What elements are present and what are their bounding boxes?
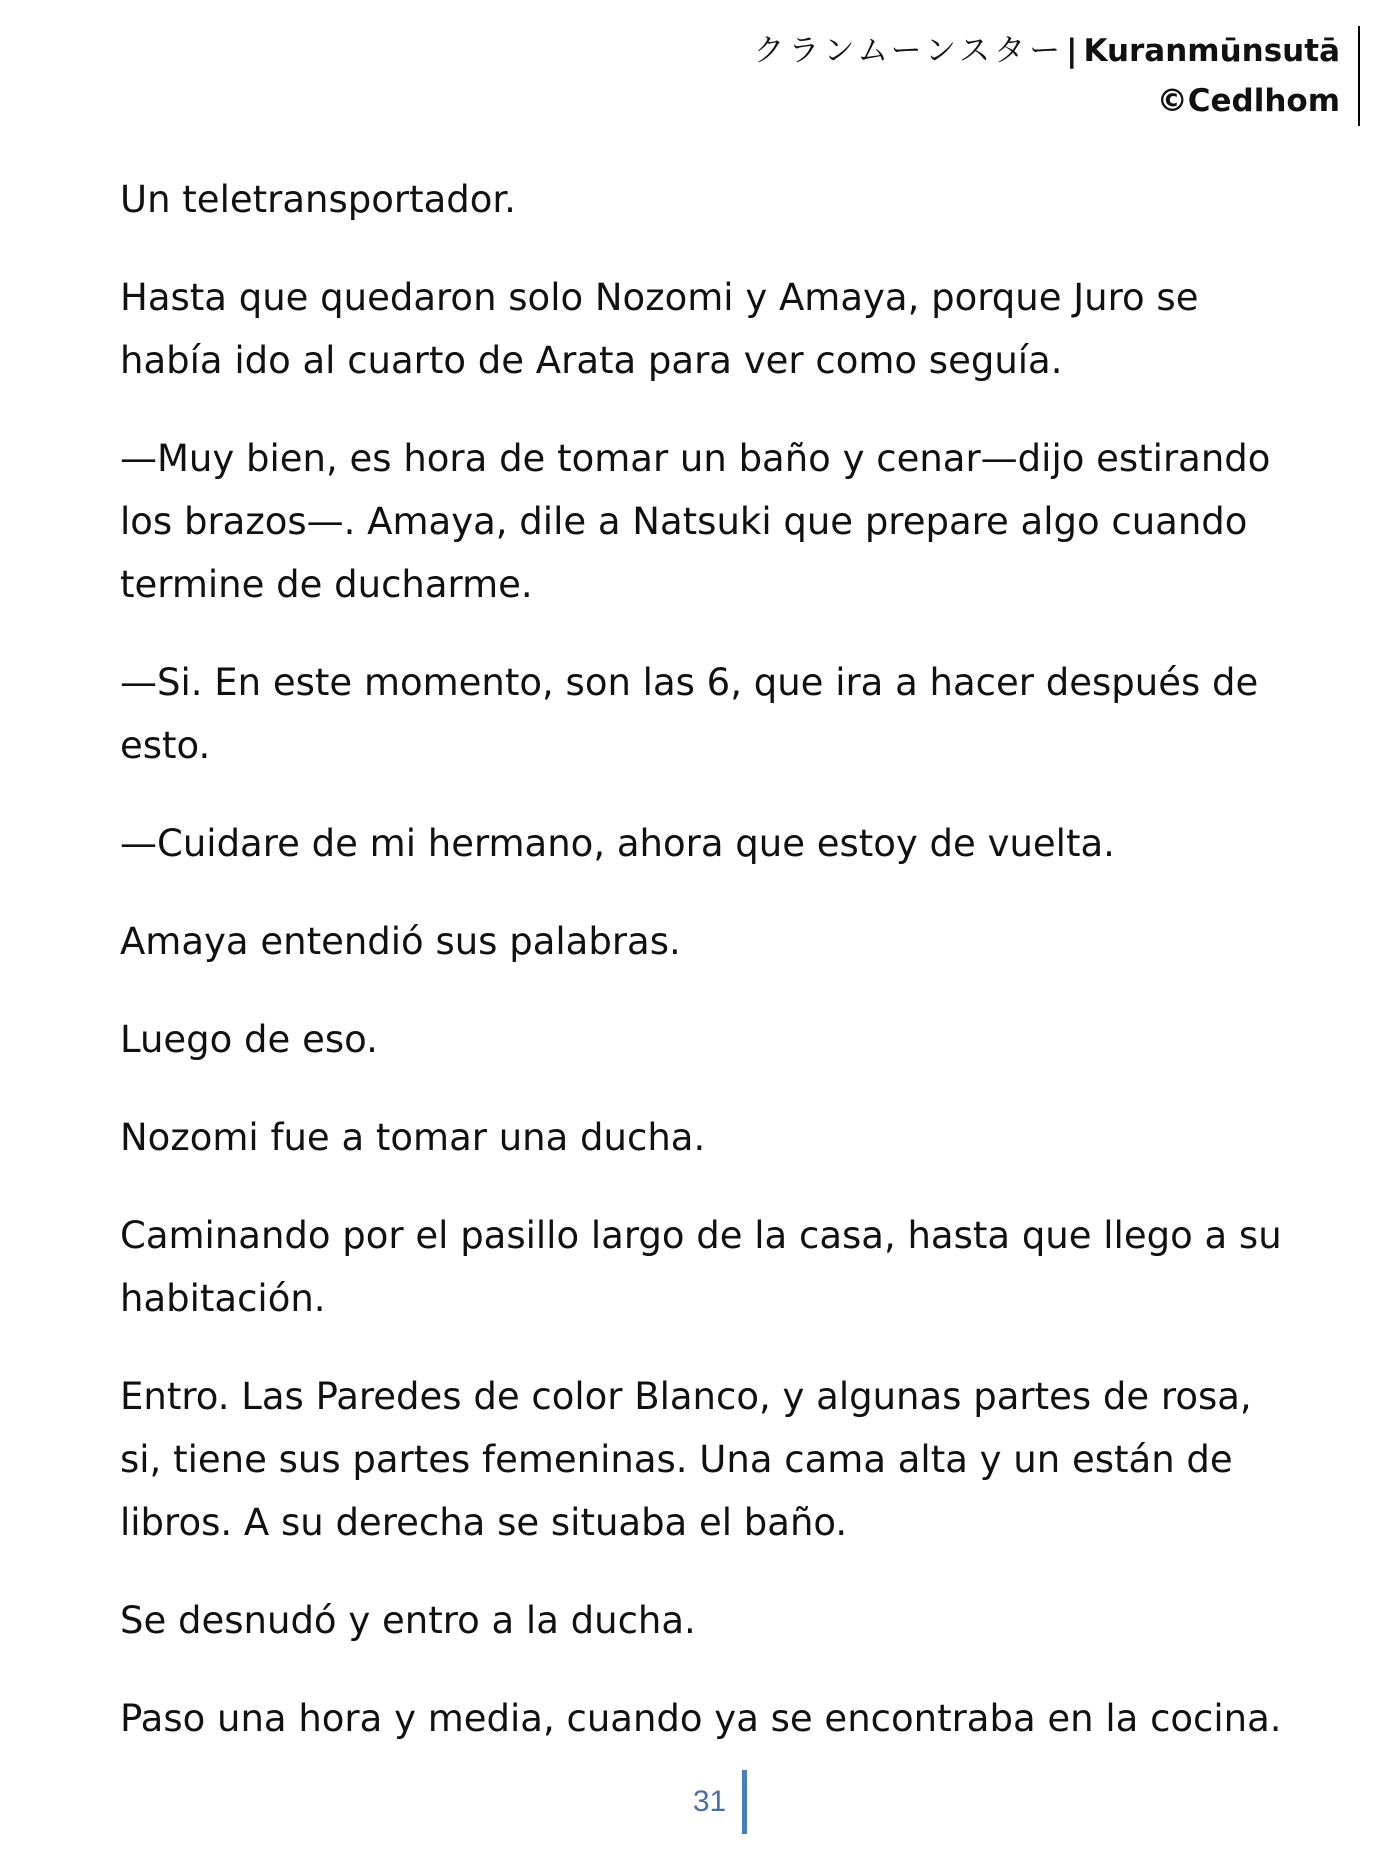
paragraph: Un teletransportador. — [120, 178, 516, 221]
page-number: 31 — [693, 1770, 747, 1834]
paragraph: Se desnudó y entro a la ducha. — [120, 1599, 696, 1642]
header-title-romaji: Kuranmūnsutā — [1083, 33, 1340, 69]
page-header — [753, 26, 1360, 126]
paragraph: Amaya entendió sus palabras. — [120, 920, 681, 963]
header-copyright: ©Cedlhom — [1156, 83, 1340, 119]
paragraph: Nozomi fue a tomar una ducha. — [120, 1116, 706, 1159]
paragraph: Hasta que quedaron solo Nozomi y Amaya, porque Juro se había ido al cuarto de Arata para ver como seguía. — [120, 276, 1199, 382]
document-body — [120, 168, 1290, 1785]
paragraph: Paso una hora y media, cuando ya se encontraba en la cocina. — [120, 1697, 1282, 1740]
header-separator: | — [1066, 33, 1078, 69]
paragraph: Entro. Las Paredes de color Blanco, y algunas partes de rosa, si, tiene sus partes femeninas. Una cama alta y un están de libros. A su derecha se situaba el baño. — [120, 1375, 1252, 1544]
paragraph: —Cuidare de mi hermano, ahora que estoy de vuelta. — [120, 822, 1115, 865]
paragraph: Luego de eso. — [120, 1018, 378, 1061]
paragraph: Caminando por el pasillo largo de la casa, hasta que llego a su habitación. — [120, 1214, 1282, 1320]
page-footer — [0, 1770, 1400, 1834]
paragraph: —Muy bien, es hora de tomar un baño y cenar—dijo estirando los brazos—. Amaya, dile a Natsuki que prepare algo cuando termine de ducharme. — [120, 437, 1271, 606]
header-title-line — [753, 26, 1340, 76]
paragraph: —Si. En este momento, son las 6, que ira a hacer después de esto. — [120, 661, 1259, 767]
header-title-japanese: クランムーンスター — [753, 33, 1065, 69]
